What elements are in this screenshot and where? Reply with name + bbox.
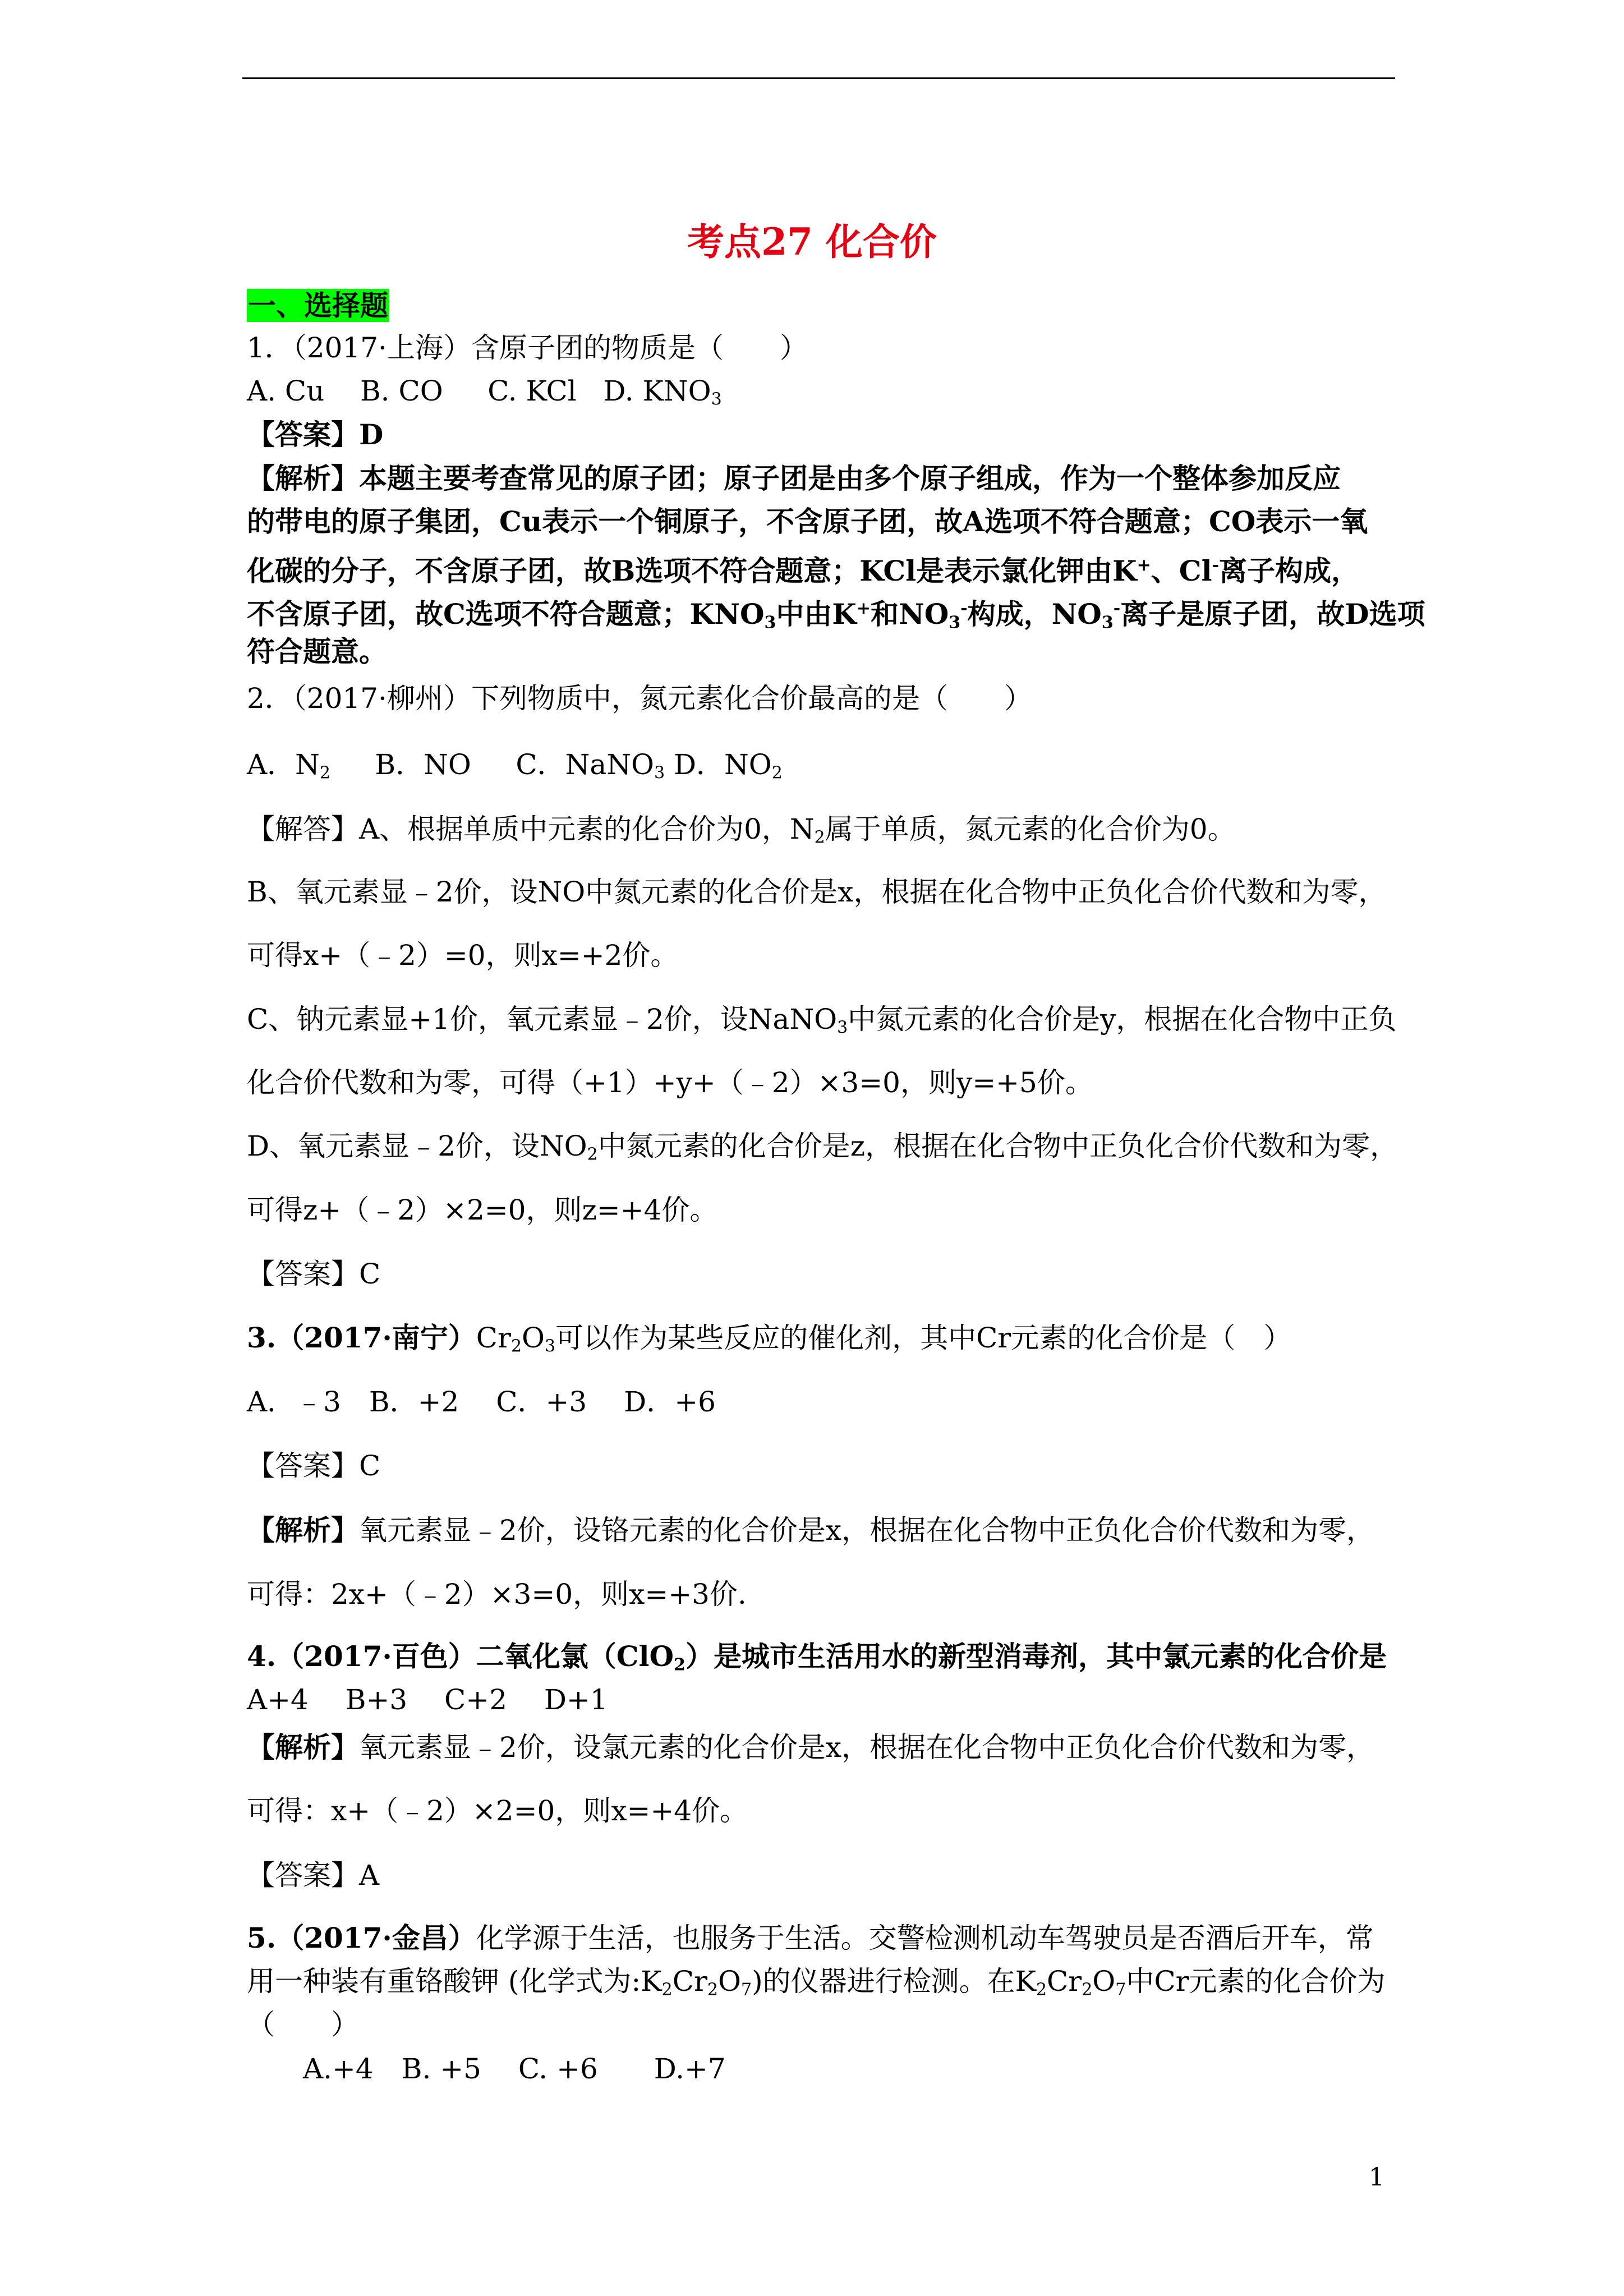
q2-solution-d-line2: 可得z+（﹣2）×2=0，则z=+4价。: [247, 1194, 718, 1226]
q2-option-c: C．NaNO$_3$: [516, 748, 665, 783]
q2-solution-b-line1: B、氧元素显﹣2价，设NO中氮元素的化合价是x，根据在化合物中正负化合价代数和为零，: [247, 876, 1387, 908]
q1-answer: 【答案】D: [247, 418, 384, 451]
header-rule: [242, 77, 1395, 79]
q4-analysis-line2: 可得：x+（﹣2）×2=0，则x=+4价。: [247, 1795, 748, 1827]
section-heading: 一、选择题: [248, 289, 388, 322]
q2-solution-a: 【解答】A、根据单质中元素的化合价为0，$N_2$属于单质，氮元素的化合价为0。: [247, 813, 1236, 848]
q1-option-a: A. Cu: [247, 375, 325, 407]
q1-analysis-line1: 【解析】本题主要考查常见的原子团；原子团是由多个原子组成，作为一个整体参加反应: [247, 462, 1341, 495]
q1-analysis-line5: 符合题意。: [247, 635, 387, 668]
q1-analysis-line2: 的带电的原子集团，Cu表示一个铜原子，不含原子团，故A选项不符合题意；CO表示一氧: [247, 505, 1368, 538]
q2-option-b: B．NO: [375, 748, 471, 781]
q5-stem-line2: 用一种装有重铬酸钾 (化学式为$:K_2Cr_2O_7$)的仪器进行检测。在$K_2Cr_2O_7$中Cr元素的化合价为: [247, 1965, 1386, 2000]
q3-analysis-line2: 可得：2x+（﹣2）×3=0，则x=+3价.: [247, 1578, 747, 1611]
q2-solution-d-line1: D、氧元素显﹣2价，设$NO_2$中氮元素的化合价是z，根据在化合物中正负化合价代数和为零，: [247, 1130, 1398, 1165]
q5-stem-line1: 5.（2017·金昌）化学源于生活，也服务于生活。交警检测机动车驾驶员是否酒后开车，常: [247, 1921, 1374, 1954]
q3-options: A．﹣3 B．+2 C．+3 D．+6: [247, 1386, 716, 1418]
q2-options: [247, 745, 1391, 793]
q4-stem: 4.（2017·百色）二氧化氯（ClO$_2$）是城市生活用水的新型消毒剂，其中氯元素的化合价是: [247, 1640, 1387, 1675]
q2-solution-c-line2: 化合价代数和为零，可得（+1）+y+（﹣2）×3=0，则y=+5价。: [247, 1066, 1093, 1099]
q2-answer: 【答案】C: [247, 1258, 381, 1290]
q1-stem: 1．（2017·上海）含原子团的物质是（ ）: [247, 332, 808, 364]
q2-solution-b-line2: 可得x+（﹣2）=0，则x=+2价。: [247, 939, 679, 972]
q4-analysis-line1: 【解析】氧元素显﹣2价，设氯元素的化合价是x，根据在化合物中正负化合价代数和为零，: [247, 1731, 1375, 1764]
q4-options: A+4 B+3 C+2 D+1: [247, 1683, 608, 1716]
q2-solution-c-line1: C、钠元素显+1价，氧元素显﹣2价，设NaNO$_3$中氮元素的化合价是y，根据在化合物中正负: [247, 1003, 1397, 1038]
q5-stem-line3: （ ）: [247, 2008, 359, 2041]
q3-analysis-line1: 【解析】氧元素显﹣2价，设铬元素的化合价是x，根据在化合物中正负化合价代数和为零，: [247, 1513, 1375, 1547]
section-heading-row: [247, 286, 1391, 325]
q2-option-a: A．$N_2$: [247, 748, 330, 783]
q1-options: [247, 371, 1391, 420]
page-title: 考点27 化合价: [687, 220, 937, 264]
q1-option-d: D. $KNO_3$: [603, 375, 722, 409]
q3-answer: 【答案】C: [247, 1450, 381, 1482]
q5-options: A.+4 B. +5 C. +6 D.+7: [303, 2053, 726, 2085]
q4-answer: 【答案】A: [247, 1859, 380, 1892]
q3-stem: 3.（2017·南宁）$Cr_2O_3$可以作为某些反应的催化剂，其中Cr元素的化合价是（ ）: [247, 1321, 1292, 1356]
q2-option-d: D．$NO_2$: [673, 748, 783, 783]
q1-analysis-line4: 不含原子团，故C选项不符合题意；$KNO_3$中由K+和$NO_3^-$构成，$NO_3^-$离子是原子团，故D选项: [247, 597, 1425, 633]
q1-option-c: C. KCl: [487, 375, 577, 407]
q2-stem: 2．（2017·柳州）下列物质中，氮元素化合价最高的是（ ）: [247, 682, 1032, 715]
q1-option-b: B. CO: [360, 375, 443, 407]
q1-analysis-line3: 化碳的分子，不含原子团，故B选项不符合题意；KCl是表示氯化钾由K+、Cl-离子构成，: [247, 554, 1360, 587]
page-number: 1: [1369, 2163, 1384, 2192]
